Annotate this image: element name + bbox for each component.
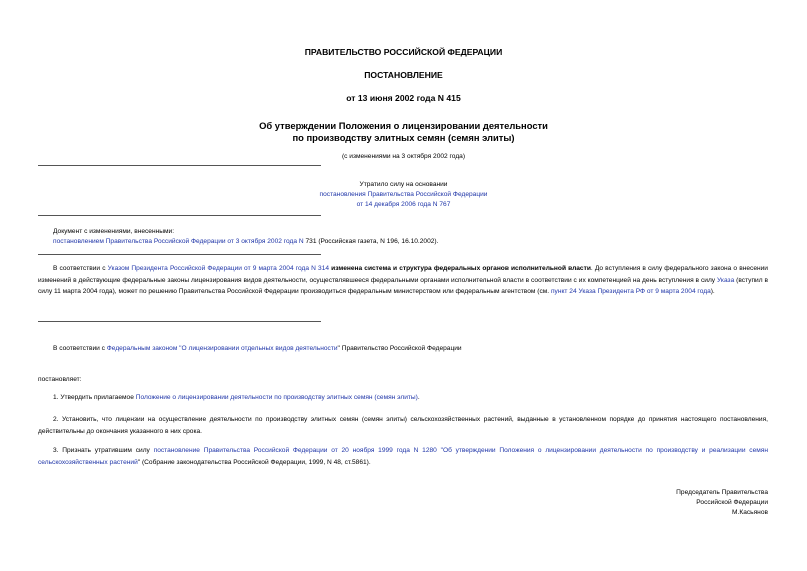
signature-line2: Российской Федерации	[696, 499, 768, 506]
lost-force-link-line2[interactable]: от 14 декабря 2006 года N 767	[356, 201, 451, 208]
notice-paragraph	[38, 263, 768, 298]
changes-line	[53, 237, 438, 246]
government-heading: ПРАВИТЕЛЬСТВО РОССИЙСКОЙ ФЕДЕРАЦИИ	[304, 47, 503, 57]
item-3-pre: 3. Признать утратившим силу	[53, 447, 154, 454]
date-line: от 13 июня 2002 года N 415	[346, 93, 461, 103]
document-title-line1: Об утверждении Положения о лицензировании деятельности	[259, 120, 548, 131]
amendments-note: (с изменениями на 3 октября 2002 года)	[341, 153, 466, 160]
notice-pre: В соответствии с	[53, 265, 108, 272]
item-1-pre: 1. Утвердить прилагаемое	[53, 394, 136, 401]
changes-rest: 731 (Российская газета, N 196, 16.10.2002).	[303, 238, 439, 245]
item-3-link[interactable]: постановление Правительства Российской Федерации от 20 ноября 1999 года N 1280 "Об утверждении Положения о лицензировании деятельности по производству и реализации семян сельскохозяйственных растений	[38, 447, 769, 466]
doc-type-heading: ПОСТАНОВЛЕНИЕ	[364, 70, 443, 80]
notice-end: ).	[710, 288, 715, 295]
notice-mid1: . До вступления в силу федерального закона о внесении изменений в действующие федеральные законы лицензирования видов деятельности, осуществлявшееся федеральными органами исполнительной власти в соответствии с их компетенцией на день вступления в силу	[38, 265, 768, 284]
item-2: 2. Установить, что лицензии на осуществление деятельности по производству элитных семян (семян элиты) сельскохозяйственных растений, выданные в установленном порядке до принятия настоящего постановления, действительны до окончания указанного в них срока.	[38, 416, 768, 435]
signature-name: М.Касьянов	[732, 509, 768, 516]
item-3-post: " (Собрание законодательства Российской Федерации, 1999, N 48, ст.5861).	[137, 458, 371, 466]
item-1	[53, 393, 420, 402]
divider	[38, 321, 321, 322]
decides-label: постановляет:	[38, 376, 82, 383]
divider	[38, 254, 321, 255]
preamble-law-link[interactable]: Федеральным законом "О лицензировании отдельных видов деятельности	[106, 345, 338, 352]
preamble-pre: В соответствии с	[53, 345, 107, 352]
divider	[38, 215, 321, 216]
preamble	[53, 344, 462, 353]
signature-line1: Председатель Правительства	[676, 489, 768, 496]
notice-link-paragraph24[interactable]: пункт 24 Указа Президента РФ от 9 марта 2004 года	[550, 288, 711, 295]
notice-link-decree[interactable]: Указом Президента Российской Федерации от 9 марта 2004 года N 314	[107, 265, 330, 272]
item-1-link[interactable]: Положение о лицензировании деятельности по производству элитных семян (семян элиты)	[135, 394, 418, 401]
changes-link[interactable]: постановлением Правительства Российской Федерации от 3 октября 2002 года N	[53, 238, 304, 245]
notice-bold: изменена система и структура федеральных органов исполнительной власти	[329, 265, 591, 272]
document-title-line2: по производству элитных семян (семян элиты)	[292, 132, 515, 143]
lost-force-link-line1[interactable]: постановления Правительства Российской Федерации	[319, 191, 488, 198]
notice-link-decree-short[interactable]: Указа	[717, 276, 735, 284]
changes-label: Документ с изменениями, внесенными:	[53, 228, 175, 235]
divider	[38, 165, 321, 166]
item-1-post: .	[417, 394, 420, 401]
notice-mid2: (вступил в силу 11 марта 2004 года), может по решению Правительства Российской Федерации производиться федеральным министерством или федеральным агентством (см.	[38, 276, 768, 295]
item-3	[38, 445, 768, 468]
lost-force-line1: Утратило силу на основании	[359, 181, 448, 188]
preamble-post: " Правительство Российской Федерации	[337, 345, 462, 352]
